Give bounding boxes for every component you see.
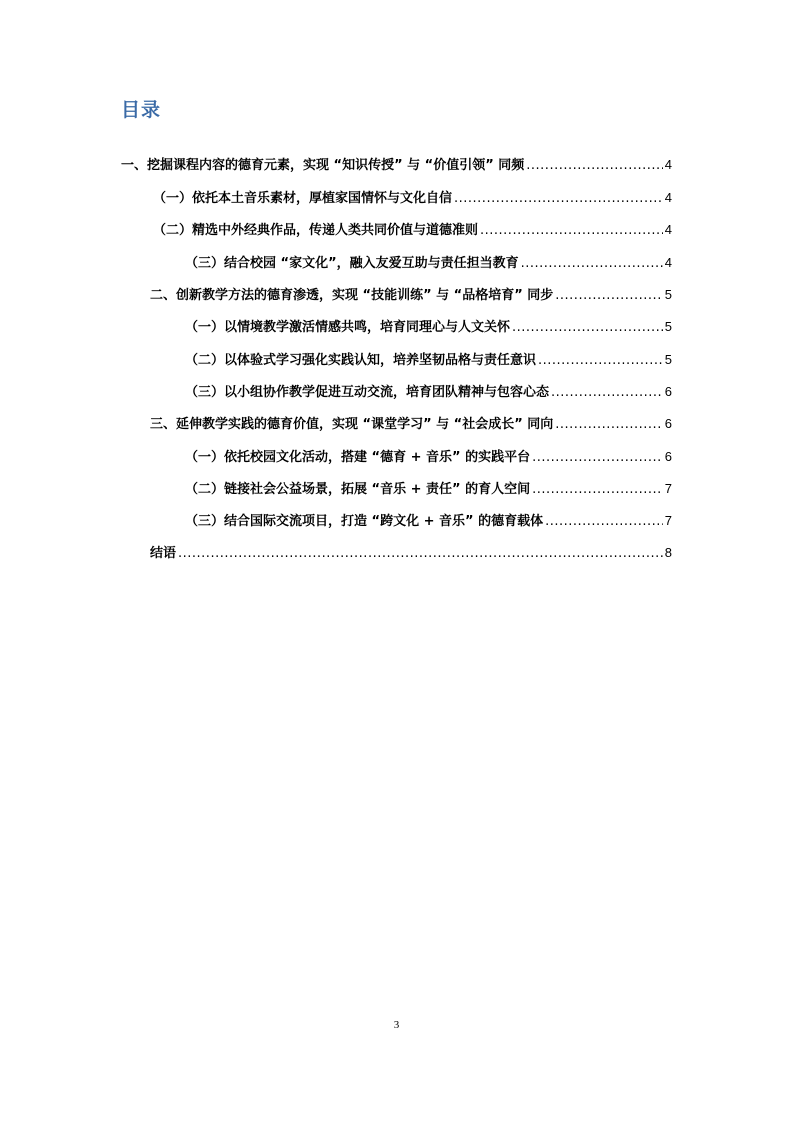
- toc-dot-leader: [538, 350, 663, 372]
- toc-entry[interactable]: [150, 542, 672, 564]
- toc-entry-page: 7: [664, 513, 672, 528]
- toc-entry[interactable]: [185, 478, 672, 500]
- toc-entry-page: 4: [664, 190, 672, 205]
- toc-entry-text: （三）结合国际交流项目，打造 “跨文化 + 音乐” 的德育载体: [185, 514, 544, 529]
- toc-entry-text: （二）精选中外经典作品，传递人类共同价值与道德准则: [153, 223, 479, 238]
- toc-dot-leader: [532, 479, 663, 501]
- toc-entry-page: 7: [664, 481, 672, 496]
- toc-entry-page: 4: [664, 255, 672, 270]
- toc-entry[interactable]: [150, 413, 672, 435]
- toc-dot-leader: [454, 188, 663, 210]
- toc-entry-page: 6: [664, 416, 672, 431]
- toc-entry[interactable]: [185, 510, 672, 532]
- toc-entry-text: （三）以小组协作教学促进互动交流，培育团队精神与包容心态: [185, 385, 550, 400]
- toc-entry-text: （一）依托本土音乐素材，厚植家国情怀与文化自信: [153, 191, 453, 206]
- toc-entry-text: （三）结合校园 “家文化”，融入友爱互助与责任担当教育: [185, 256, 519, 271]
- toc-dot-leader: [551, 382, 663, 404]
- toc-entry[interactable]: [185, 381, 672, 403]
- toc-entry-text: 二、创新教学方法的德育渗透，实现 “技能训练” 与 “品格培育” 同步: [150, 288, 554, 303]
- toc-dot-leader: [178, 543, 663, 565]
- page-number: 3: [393, 1019, 400, 1031]
- toc-entry[interactable]: [153, 187, 672, 209]
- toc-entry[interactable]: [150, 284, 672, 306]
- toc-entry-text: （一）依托校园文化活动，搭建 “德育 + 音乐” 的实践平台: [185, 450, 531, 465]
- toc-entry[interactable]: [185, 349, 672, 371]
- toc-title: 目录: [121, 99, 162, 121]
- toc-entry-page: 5: [664, 352, 672, 367]
- toc-entry[interactable]: [185, 446, 672, 468]
- toc-entry-text: 一、挖掘课程内容的德育元素，实现 “知识传授” 与 “价值引领” 同频: [121, 158, 525, 173]
- toc-entry[interactable]: [153, 219, 672, 241]
- toc-dot-leader: [532, 447, 663, 469]
- toc-entry-page: 5: [664, 287, 672, 302]
- toc-entry[interactable]: [121, 154, 672, 176]
- toc-entry-page: 4: [664, 157, 672, 172]
- toc-entry-text: （二）链接社会公益场景，拓展 “音乐 + 责任” 的育人空间: [185, 482, 531, 497]
- toc-dot-leader: [555, 414, 662, 436]
- toc-entry-page: 4: [664, 222, 672, 237]
- toc-entry-page: 6: [664, 449, 672, 464]
- toc-entry-page: 6: [664, 384, 672, 399]
- toc-entry[interactable]: [185, 252, 672, 274]
- toc-entry-text: 结语: [150, 546, 177, 561]
- toc-entry-text: （一）以情境教学激活情感共鸣，培育同理心与人文关怀: [185, 320, 511, 335]
- toc-dot-leader: [480, 220, 663, 242]
- toc-entry[interactable]: [185, 316, 672, 338]
- toc-dot-leader: [545, 511, 663, 533]
- toc-entry-text: 三、延伸教学实践的德育价值，实现 “课堂学习” 与 “社会成长” 同向: [150, 417, 554, 432]
- toc-entry-page: 5: [664, 319, 672, 334]
- toc-dot-leader: [521, 253, 663, 275]
- toc-dot-leader: [555, 285, 662, 307]
- toc-entry-text: （二）以体验式学习强化实践认知，培养坚韧品格与责任意识: [185, 353, 537, 368]
- toc-dot-leader: [526, 155, 662, 177]
- toc-entry-page: 8: [664, 545, 672, 560]
- toc-dot-leader: [512, 317, 663, 339]
